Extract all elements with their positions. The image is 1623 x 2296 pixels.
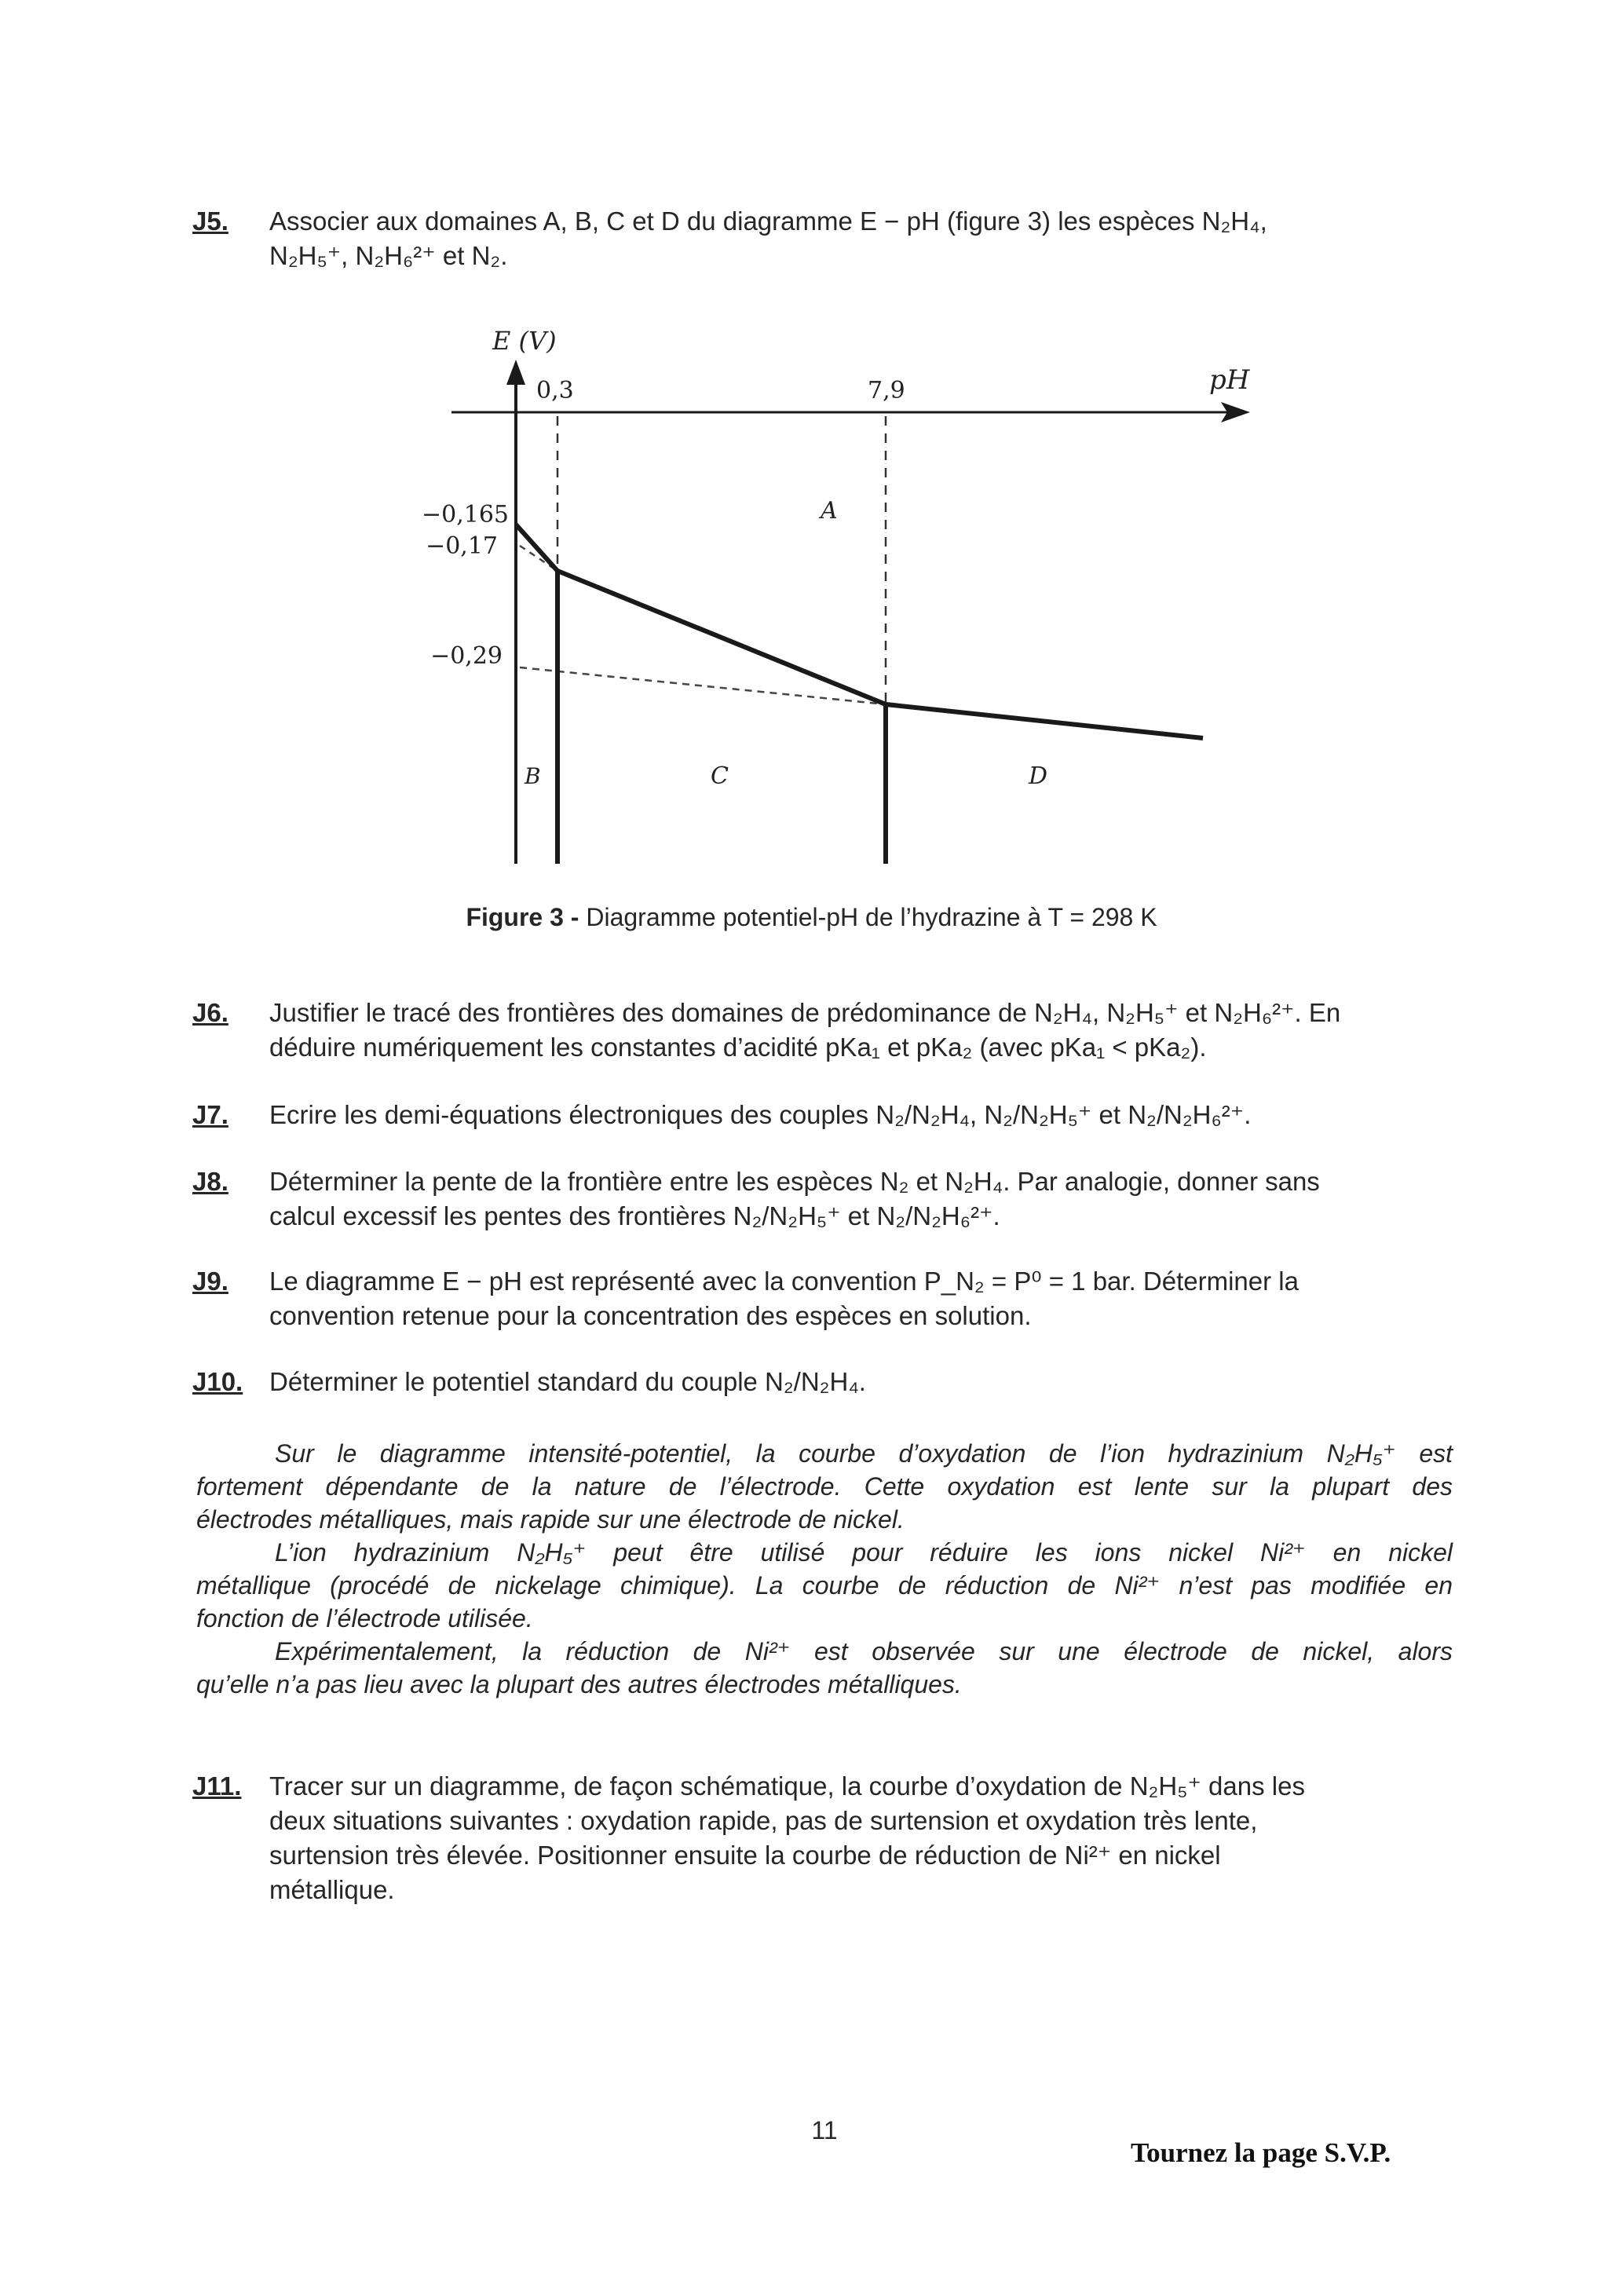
context-paragraph — [196, 1437, 1453, 1701]
paragraph-line: Sur le diagramme intensité-potentiel, la courbe d’oxydation de l’ion hydrazinium N₂H₅⁺ est — [275, 1439, 1453, 1468]
question-number: J8. — [192, 1167, 228, 1196]
question-number: J5. — [192, 207, 228, 236]
region-label-a: A — [821, 497, 838, 525]
page-number: 11 — [811, 2116, 838, 2144]
x-tick-label: 7,9 — [868, 377, 905, 404]
turn-page-note: Tournez la page S.V.P. — [1131, 2137, 1391, 2168]
question-text: Justifier le tracé des frontières des domaines de prédominance de N₂H₄, N₂H₅⁺ et N₂H₆²⁺. En — [269, 998, 1341, 1027]
x-tick-label: 0,3 — [536, 377, 574, 404]
question-number: J11. — [192, 1771, 242, 1801]
paragraph-line: électrodes métalliques, mais rapide sur une électrode de nickel. — [196, 1505, 905, 1534]
boundary-n2 — [516, 525, 1203, 738]
y-tick-label: −0,29 — [430, 642, 503, 670]
question-text: Déterminer la pente de la frontière entre les espèces N₂ et N₂H₄. Par analogie, donner sans — [269, 1167, 1320, 1196]
paragraph-line: Expérimentalement, la réduction de Ni²⁺ est observée sur une électrode de nickel, alors — [275, 1637, 1453, 1665]
region-label-c: C — [711, 762, 729, 790]
question-text: convention retenue pour la concentration des espèces en solution. — [269, 1301, 1032, 1330]
question-number: J10. — [192, 1367, 243, 1396]
caption-text: Diagramme potentiel-pH de l’hydrazine à T = 298 K — [579, 903, 1157, 931]
question-text: calcul excessif les pentes des frontières N₂/N₂H₅⁺ et N₂/N₂H₆²⁺. — [269, 1201, 1000, 1230]
y-axis-label: E (V) — [492, 326, 557, 356]
question-text: Déterminer le potentiel standard du couple N₂/N₂H₄. — [269, 1367, 866, 1396]
question-text: Le diagramme E − pH est représenté avec la convention P_N₂ = P⁰ = 1 bar. Déterminer la — [269, 1267, 1299, 1296]
y-tick-label: −0,17 — [426, 532, 498, 560]
question-text: Tracer sur un diagramme, de façon schématique, la courbe d’oxydation de N₂H₅⁺ dans les — [269, 1771, 1305, 1801]
y-tick-label: −0,165 — [421, 501, 509, 528]
e-ph-diagram — [0, 0, 1623, 887]
question-text: déduire numériquement les constantes d’acidité pKa₁ et pKa₂ (avec pKa₁ < pKa₂). — [269, 1033, 1207, 1062]
question-text: deux situations suivantes : oxydation rapide, pas de surtension et oxydation très lente, — [269, 1806, 1258, 1835]
question-text: métallique. — [269, 1875, 395, 1904]
paragraph-line: L’ion hydrazinium N₂H₅⁺ peut être utilisé pour réduire les ions nickel Ni²⁺ en nickel — [275, 1538, 1453, 1567]
paragraph-line: métallique (procédé de nickelage chimique). La courbe de réduction de Ni²⁺ n’est pas modifiée en — [196, 1571, 1453, 1600]
caption-label: Figure 3 - — [466, 903, 579, 931]
question-number: J6. — [192, 998, 228, 1027]
region-label-d: D — [1029, 762, 1048, 790]
paragraph-line: qu’elle n’a pas lieu avec la plupart des autres électrodes métalliques. — [196, 1670, 962, 1698]
y-axis-arrow — [506, 360, 525, 385]
dashed-extrapolation-2 — [520, 667, 886, 704]
region-label-b: B — [525, 763, 541, 789]
question-number: J7. — [192, 1100, 228, 1129]
question-text: surtension très élevée. Positionner ensuite la courbe de réduction de Ni²⁺ en nickel — [269, 1841, 1221, 1870]
paragraph-line: fonction de l’électrode utilisée. — [196, 1604, 533, 1632]
x-axis-label: pH — [1209, 364, 1250, 396]
question-text: N₂H₅⁺, N₂H₆²⁺ et N₂. — [269, 241, 508, 270]
figure-caption — [0, 903, 1623, 932]
paragraph-line: fortement dépendante de la nature de l’électrode. Cette oxydation est lente sur la plupart des — [196, 1472, 1453, 1501]
question-text: Ecrire les demi-équations électroniques des couples N₂/N₂H₄, N₂/N₂H₅⁺ et N₂/N₂H₆²⁺. — [269, 1100, 1252, 1129]
question-text: Associer aux domaines A, B, C et D du diagramme E − pH (figure 3) les espèces N₂H₄, — [269, 207, 1267, 236]
question-number: J9. — [192, 1267, 228, 1296]
